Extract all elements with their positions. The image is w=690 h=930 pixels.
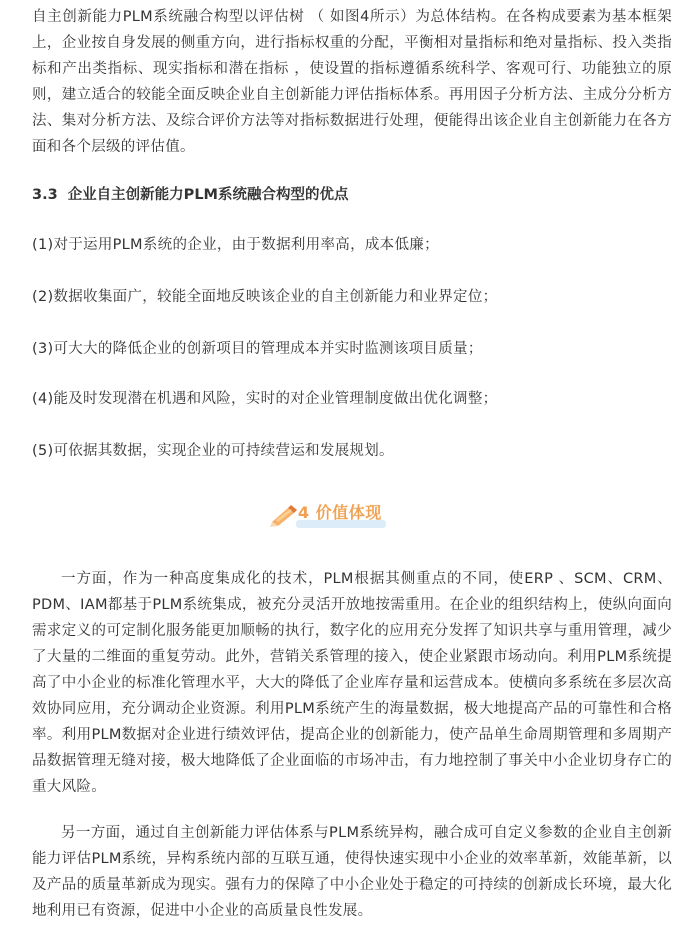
advantage-item-2: (2)数据收集面广，较能全面地反映该企业的自主创新能力和业界定位； [32, 289, 498, 305]
section-title: 企业自主创新能力PLM系统融合构型的优点 [67, 187, 349, 203]
section-number: 3.3 [32, 187, 58, 203]
section-heading-3-3 [32, 182, 348, 208]
section-heading-4 [262, 496, 402, 532]
pencil-icon [268, 502, 298, 528]
value-paragraph-2: 另一方面，通过自主创新能力评估体系与PLM系统异构，融合成可自定义参数的企业自主创新能力评估PLM系统，异构系统内部的互联互通，使得快速实现中小企业的效率革新，效能革新，以及产品的质量革新成为现实。强有力的保障了中小企业处于稳定的可持续的创新成长环境，最大化地利用已有资源，促进中小企业的高质量良性发展。 [32, 825, 672, 919]
advantage-item-4: (4)能及时发现潜在机遇和风险，实时的对企业管理制度做出优化调整； [32, 391, 498, 407]
value-paragraph-1: 一方面，作为一种高度集成化的技术，PLM根据其侧重点的不同，使ERP 、SCM、CRM、PDM、IAM都基于PLM系统集成，被充分灵活开放地按需重用。在企业的组织结构上，使纵向面向需求定义的可定制化服务能更加顺畅的执行，数字化的应用充分发挥了知识共享与重用管理，减少了大量的二维面的重复劳动。此外，营销关系管理的接入，使企业紧跟市场动向。利用PLM系统提高了中小企业的标准化管理水平，大大的降低了企业库存量和运营成本。使横向多系统在多层次高效协同应用，充分调动企业资源。利用PLM系统产生的海量数据，极大地提高产品的可靠性和合格率。利用PLM数据对企业进行绩效评估，提高企业的创新能力，使产品单生命周期管理和多周期产品数据管理无缝对接，极大地降低了企业面临的市场冲击，有力地控制了事关中小企业切身存亡的重大风险。 [32, 571, 672, 795]
advantage-item-3: (3)可大大的降低企业的创新项目的管理成本并实时监测该项目质量； [32, 341, 483, 357]
section-4-title: 4 价值体现 [298, 503, 382, 522]
advantage-item-1: (1)对于运用PLM系统的企业，由于数据利用率高，成本低廉； [32, 237, 439, 253]
intro-paragraph: 自主创新能力PLM系统融合构型以评估树 （ 如图4所示）为总体结构。在各构成要素为基本框架上，企业按自身发展的侧重方向，进行指标权重的分配，平衡相对量指标和绝对量指标、投入类指标和产出类指标、现实指标和潜在指标 ，使设置的指标遵循系统科学、客观可行、功能独立的原则，建立适合的较能全面反映企业自主创新能力评估指标体系。再用因子分析方法、主成分分析方法、集对分析方法、及综合评价方法等对指标数据进行处理，便能得出该企业自主创新能力在各方面和各个层级的评估值。 [32, 9, 672, 155]
advantage-item-5: (5)可依据其数据，实现企业的可持续营运和发展规划。 [32, 443, 394, 459]
